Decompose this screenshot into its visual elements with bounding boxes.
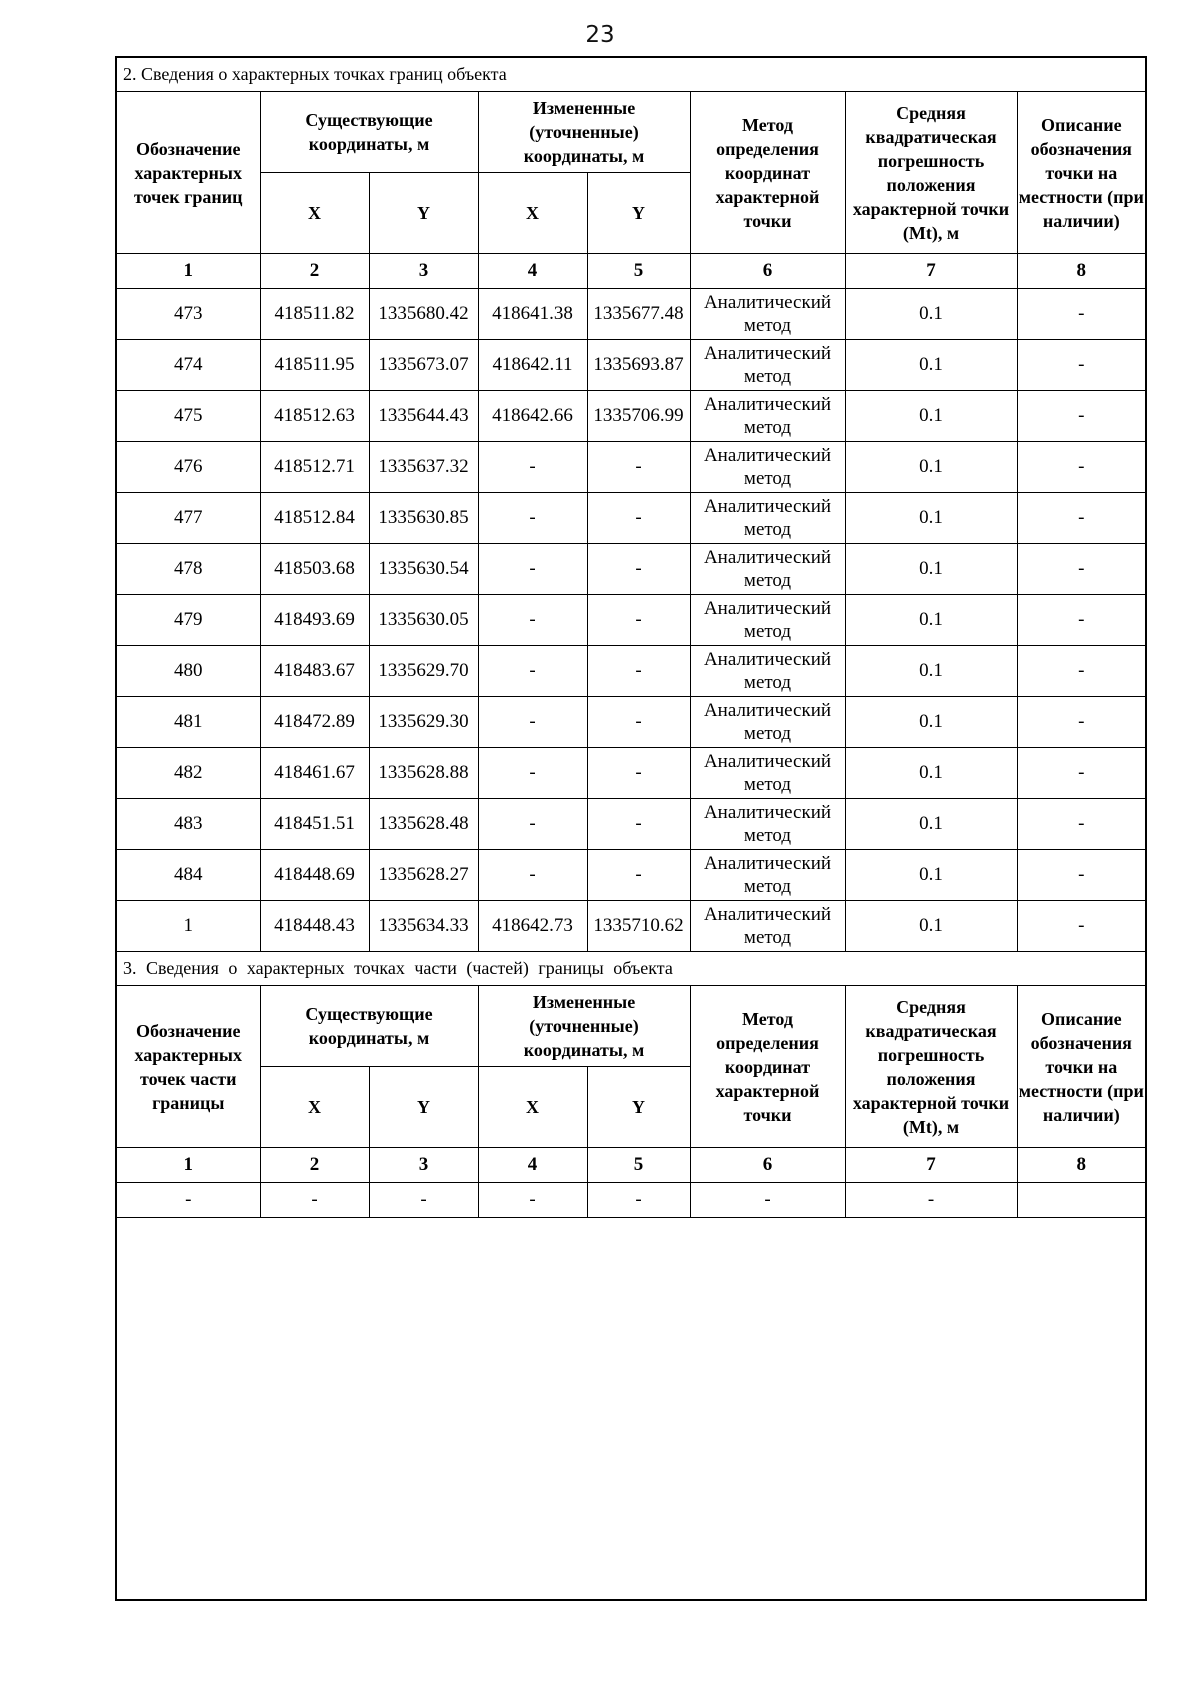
existing-x-value: 418511.95	[260, 340, 369, 391]
description-value: -	[1017, 901, 1145, 952]
existing-x-value: 418511.82	[260, 289, 369, 340]
description-value: -	[1017, 442, 1145, 493]
changed-x-value: -	[478, 493, 587, 544]
changed-coords-header: Измененные (уточненные) координаты, м	[478, 92, 690, 173]
method-line-2: метод	[743, 774, 792, 795]
column-number: 6	[690, 1148, 845, 1183]
section3-column-numbers	[117, 1148, 1145, 1183]
empty-cell: -	[369, 1183, 478, 1218]
point-number: 475	[117, 391, 260, 442]
column-number: 2	[260, 1148, 369, 1183]
changed-x-value: -	[478, 544, 587, 595]
method-line-1: Аналитический	[703, 343, 832, 364]
column-number: 8	[1017, 1148, 1145, 1183]
method-line-1: Аналитический	[703, 394, 832, 415]
point-number: 482	[117, 748, 260, 799]
table-row	[117, 340, 1145, 391]
table-row	[117, 850, 1145, 901]
method-line-2: метод	[743, 672, 792, 693]
table-row	[117, 901, 1145, 952]
method-line-1: Аналитический	[703, 547, 832, 568]
point-number: 478	[117, 544, 260, 595]
section3-title-row	[117, 952, 1145, 986]
changed-x-value: -	[478, 646, 587, 697]
document-frame	[115, 56, 1147, 1601]
method-value	[690, 340, 845, 391]
method-line-1: Аналитический	[703, 904, 832, 925]
empty-cell: -	[587, 1183, 690, 1218]
method-line-2: метод	[743, 519, 792, 540]
existing-x-header: X	[260, 173, 369, 254]
existing-x-value: 418448.43	[260, 901, 369, 952]
method-line-2: метод	[743, 468, 792, 489]
description-value: -	[1017, 850, 1145, 901]
method-line-1: Аналитический	[703, 853, 832, 874]
method-line-2: метод	[743, 621, 792, 642]
description-value: -	[1017, 697, 1145, 748]
existing-y-value: 1335629.70	[369, 646, 478, 697]
column-number: 5	[587, 1148, 690, 1183]
empty-cell: -	[478, 1183, 587, 1218]
changed-y-value: 1335706.99	[587, 391, 690, 442]
table-row	[117, 544, 1145, 595]
existing-y-value: 1335644.43	[369, 391, 478, 442]
error-value: 0.1	[845, 340, 1017, 391]
existing-x-value: 418512.71	[260, 442, 369, 493]
description-value: -	[1017, 493, 1145, 544]
error-value: 0.1	[845, 697, 1017, 748]
changed-y-value: -	[587, 544, 690, 595]
point-number: 479	[117, 595, 260, 646]
table-row	[117, 442, 1145, 493]
description-header: Описание обозначения точки на местности (при наличии)	[1017, 986, 1145, 1148]
method-value	[690, 442, 845, 493]
description-value: -	[1017, 646, 1145, 697]
existing-x-value: 418503.68	[260, 544, 369, 595]
method-value	[690, 850, 845, 901]
method-value	[690, 646, 845, 697]
description-value: -	[1017, 799, 1145, 850]
method-line-2: метод	[743, 876, 792, 897]
column-number: 5	[587, 254, 690, 289]
existing-y-value: 1335637.32	[369, 442, 478, 493]
method-line-1: Аналитический	[703, 751, 832, 772]
method-value	[690, 544, 845, 595]
column-number: 1	[117, 1148, 260, 1183]
changed-x-value: -	[478, 697, 587, 748]
changed-x-header: X	[478, 173, 587, 254]
existing-y-value: 1335680.42	[369, 289, 478, 340]
column-number: 7	[845, 1148, 1017, 1183]
column-number: 3	[369, 1148, 478, 1183]
existing-x-value: 418448.69	[260, 850, 369, 901]
existing-y-value: 1335634.33	[369, 901, 478, 952]
section2-column-numbers	[117, 254, 1145, 289]
error-value: 0.1	[845, 850, 1017, 901]
table-row	[117, 1183, 1145, 1218]
existing-y-value: 1335630.85	[369, 493, 478, 544]
changed-x-value: 418642.66	[478, 391, 587, 442]
error-header: Средняя квадратическая погрешность положения характерной точки (Mt), м	[845, 92, 1017, 254]
existing-y-value: 1335629.30	[369, 697, 478, 748]
method-value	[690, 901, 845, 952]
designation-header: Обозначение характерных точек части границы	[117, 986, 260, 1148]
section2-title: 2. Сведения о характерных точках границ объекта	[117, 58, 1145, 92]
point-number: 1	[117, 901, 260, 952]
column-number: 2	[260, 254, 369, 289]
point-number: 481	[117, 697, 260, 748]
method-header: Метод определения координат характерной точки	[690, 92, 845, 254]
error-value: 0.1	[845, 493, 1017, 544]
description-value: -	[1017, 340, 1145, 391]
existing-x-value: 418483.67	[260, 646, 369, 697]
table-row	[117, 595, 1145, 646]
table-row	[117, 289, 1145, 340]
changed-y-value: 1335693.87	[587, 340, 690, 391]
table-row	[117, 493, 1145, 544]
error-value: 0.1	[845, 799, 1017, 850]
changed-x-value: 418642.73	[478, 901, 587, 952]
error-value: 0.1	[845, 544, 1017, 595]
table-row	[117, 697, 1145, 748]
changed-x-value: 418641.38	[478, 289, 587, 340]
method-line-1: Аналитический	[703, 496, 832, 517]
error-value: 0.1	[845, 901, 1017, 952]
existing-y-header: Y	[369, 173, 478, 254]
existing-x-value: 418472.89	[260, 697, 369, 748]
table-row	[117, 646, 1145, 697]
column-number: 4	[478, 1148, 587, 1183]
empty-cell: -	[260, 1183, 369, 1218]
point-number: 483	[117, 799, 260, 850]
column-number: 7	[845, 254, 1017, 289]
error-header: Средняя квадратическая погрешность положения характерной точки (Mt), м	[845, 986, 1017, 1148]
existing-y-value: 1335630.05	[369, 595, 478, 646]
method-line-2: метод	[743, 417, 792, 438]
method-line-1: Аналитический	[703, 649, 832, 670]
existing-x-value: 418512.63	[260, 391, 369, 442]
point-number: 476	[117, 442, 260, 493]
point-number: 484	[117, 850, 260, 901]
point-number: 477	[117, 493, 260, 544]
error-value: 0.1	[845, 289, 1017, 340]
empty-cell: -	[117, 1183, 260, 1218]
table-row	[117, 748, 1145, 799]
changed-x-value: 418642.11	[478, 340, 587, 391]
column-number: 3	[369, 254, 478, 289]
changed-y-value: -	[587, 748, 690, 799]
method-line-2: метод	[743, 927, 792, 948]
changed-y-value: 1335677.48	[587, 289, 690, 340]
method-line-2: метод	[743, 315, 792, 336]
existing-y-value: 1335628.48	[369, 799, 478, 850]
point-number: 474	[117, 340, 260, 391]
point-number: 480	[117, 646, 260, 697]
page-number: 23	[585, 22, 615, 48]
empty-cell: -	[690, 1183, 845, 1218]
empty-cell: -	[845, 1183, 1017, 1218]
changed-x-value: -	[478, 442, 587, 493]
method-value	[690, 697, 845, 748]
method-line-1: Аналитический	[703, 802, 832, 823]
points-table	[117, 58, 1145, 1218]
changed-x-value: -	[478, 799, 587, 850]
method-line-1: Аналитический	[703, 292, 832, 313]
column-number: 6	[690, 254, 845, 289]
column-number: 4	[478, 254, 587, 289]
error-value: 0.1	[845, 595, 1017, 646]
changed-y-header: Y	[587, 1067, 690, 1148]
description-value: -	[1017, 391, 1145, 442]
existing-x-value: 418493.69	[260, 595, 369, 646]
error-value: 0.1	[845, 748, 1017, 799]
method-line-2: метод	[743, 825, 792, 846]
description-value: -	[1017, 595, 1145, 646]
method-value	[690, 493, 845, 544]
method-value	[690, 748, 845, 799]
description-value: -	[1017, 289, 1145, 340]
method-line-2: метод	[743, 366, 792, 387]
method-line-1: Аналитический	[703, 598, 832, 619]
empty-cell	[1017, 1183, 1145, 1218]
table-row	[117, 391, 1145, 442]
method-line-1: Аналитический	[703, 445, 832, 466]
existing-coords-header: Существующие координаты, м	[260, 92, 478, 173]
changed-x-value: -	[478, 748, 587, 799]
changed-y-value: 1335710.62	[587, 901, 690, 952]
existing-y-value: 1335673.07	[369, 340, 478, 391]
section2-title-row	[117, 58, 1145, 92]
existing-coords-header: Существующие координаты, м	[260, 986, 478, 1067]
method-value	[690, 595, 845, 646]
changed-y-value: -	[587, 442, 690, 493]
error-value: 0.1	[845, 442, 1017, 493]
table-row	[117, 799, 1145, 850]
section2-header-row	[117, 92, 1145, 173]
existing-x-header: X	[260, 1067, 369, 1148]
changed-y-value: -	[587, 595, 690, 646]
method-header: Метод определения координат характерной точки	[690, 986, 845, 1148]
error-value: 0.1	[845, 391, 1017, 442]
changed-y-value: -	[587, 646, 690, 697]
description-header: Описание обозначения точки на местности (при наличии)	[1017, 92, 1145, 254]
existing-y-header: Y	[369, 1067, 478, 1148]
existing-y-value: 1335628.88	[369, 748, 478, 799]
method-line-1: Аналитический	[703, 700, 832, 721]
changed-y-header: Y	[587, 173, 690, 254]
existing-x-value: 418461.67	[260, 748, 369, 799]
column-number: 1	[117, 254, 260, 289]
method-value	[690, 289, 845, 340]
error-value: 0.1	[845, 646, 1017, 697]
changed-y-value: -	[587, 493, 690, 544]
method-line-2: метод	[743, 723, 792, 744]
existing-y-value: 1335630.54	[369, 544, 478, 595]
point-number: 473	[117, 289, 260, 340]
method-line-2: метод	[743, 570, 792, 591]
existing-x-value: 418451.51	[260, 799, 369, 850]
existing-x-value: 418512.84	[260, 493, 369, 544]
existing-y-value: 1335628.27	[369, 850, 478, 901]
method-value	[690, 799, 845, 850]
description-value: -	[1017, 544, 1145, 595]
changed-y-value: -	[587, 697, 690, 748]
changed-y-value: -	[587, 850, 690, 901]
designation-header: Обозначение характерных точек границ	[117, 92, 260, 254]
section3-title: 3. Сведения о характерных точках части (частей) границы объекта	[117, 952, 1145, 986]
changed-coords-header: Измененные (уточненные) координаты, м	[478, 986, 690, 1067]
changed-x-value: -	[478, 850, 587, 901]
section3-header-row	[117, 986, 1145, 1067]
changed-x-header: X	[478, 1067, 587, 1148]
method-value	[690, 391, 845, 442]
description-value: -	[1017, 748, 1145, 799]
changed-y-value: -	[587, 799, 690, 850]
changed-x-value: -	[478, 595, 587, 646]
column-number: 8	[1017, 254, 1145, 289]
